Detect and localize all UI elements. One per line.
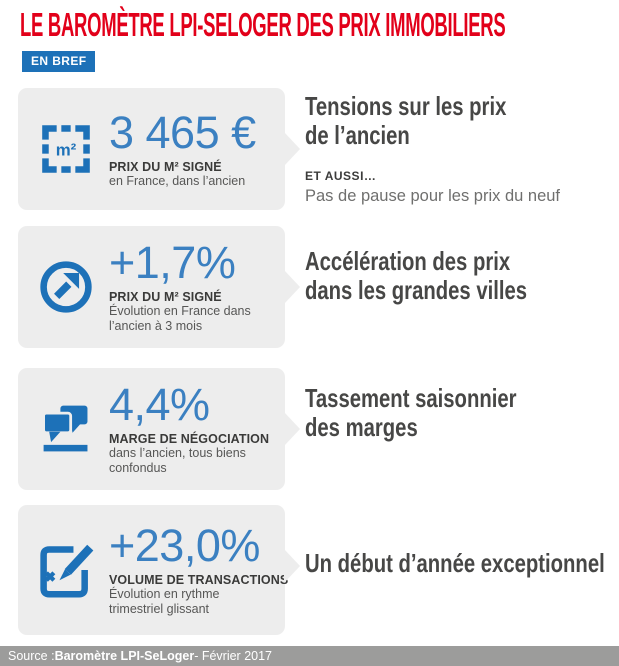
stat-card-evolution-prix <box>18 226 285 348</box>
headline-grandes-villes: Accélération des prix dans les grandes villes <box>305 246 528 306</box>
stat-label: VOLUME DE TRANSACTIONS <box>109 573 289 588</box>
stat-label: PRIX DU M² SIGNÉ <box>109 159 222 174</box>
card-text <box>109 520 289 616</box>
page-title: LE BAROMÈTRE LPI-SELOGER DES PRIX IMMOBILIERS <box>20 6 506 43</box>
source-prefix: Source : <box>8 649 55 663</box>
headline-debut-annee: Un début d’année exceptionnel <box>305 548 605 578</box>
stat-detail: en France, dans l’ancien <box>109 173 246 188</box>
et-aussi-text: Pas de pause pour les prix du neuf <box>305 187 561 205</box>
signature-pen-icon <box>38 542 94 598</box>
card-text <box>109 106 256 189</box>
speech-bubbles-icon <box>38 401 94 457</box>
trend-up-circle-icon <box>38 259 94 315</box>
stat-value: 3 465 € <box>109 106 256 158</box>
et-aussi-heading: ET AUSSI… <box>305 169 377 183</box>
stat-detail: Évolution en rythme trimestriel glissant <box>109 587 220 616</box>
headline-marges: Tassement saisonnier des marges <box>305 383 517 443</box>
stat-card-marge-negociation <box>18 368 285 490</box>
source-date: - Février 2017 <box>194 649 272 663</box>
stat-value: +23,0% <box>109 520 260 572</box>
stat-card-prix-m2 <box>18 88 285 210</box>
stat-detail: Évolution en France dans l’ancien à 3 mois <box>109 304 251 333</box>
source-name: Baromètre LPI-SeLoger <box>54 649 195 663</box>
m2-area-icon <box>38 121 94 177</box>
m2-icon-label: m² <box>55 140 77 160</box>
en-bref-badge: EN BREF <box>22 51 95 72</box>
stat-label: MARGE DE NÉGOCIATION <box>109 432 270 447</box>
stat-value: +1,7% <box>109 237 236 289</box>
card-text <box>109 379 271 475</box>
card-text <box>109 237 251 333</box>
stat-detail: dans l’ancien, tous biens confondus <box>109 446 246 475</box>
stat-card-volume-transactions <box>18 505 289 635</box>
stat-label: PRIX DU M² SIGNÉ <box>109 290 222 305</box>
source-bar <box>0 646 619 666</box>
headline-ancien: Tensions sur les prix de l’ancien <box>305 91 507 151</box>
stat-value: 4,4% <box>109 379 210 431</box>
